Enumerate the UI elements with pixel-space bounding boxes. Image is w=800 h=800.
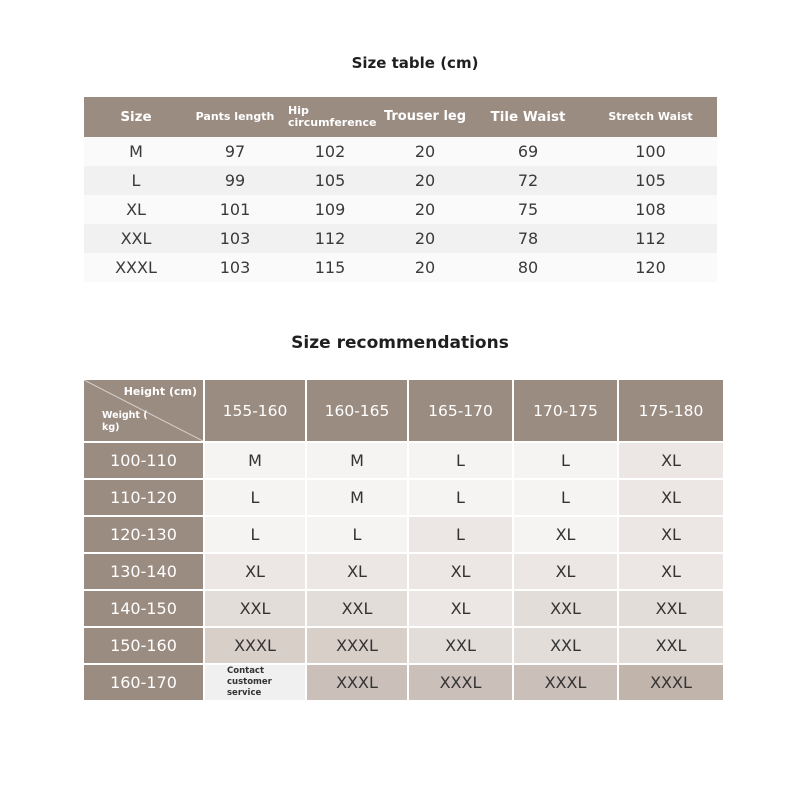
weight-row-header: 130-140 (84, 554, 203, 589)
weight-row-header: 140-150 (84, 591, 203, 626)
cell-tile-waist: 80 (472, 253, 584, 282)
weight-row (84, 665, 723, 700)
column-header-pants-length: Pants length (188, 97, 282, 137)
cell-trouser-leg: 20 (378, 166, 472, 195)
recommended-size-cell: L (409, 480, 512, 515)
size-table-header-row (84, 97, 717, 137)
cell-trouser-leg: 20 (378, 253, 472, 282)
recommended-size-cell: L (514, 480, 617, 515)
recommended-size-cell: XXXL (307, 628, 407, 663)
cell-hip: 109 (282, 195, 378, 224)
table-row (84, 166, 717, 195)
cell-pants-length: 103 (188, 253, 282, 282)
size-table-title: Size table (cm) (351, 54, 479, 72)
recommended-size-cell: XL (409, 554, 512, 589)
recommended-size-cell: XXL (307, 591, 407, 626)
size-recommendation-grid (82, 378, 725, 702)
cell-stretch-waist: 112 (584, 224, 717, 253)
cell-size: M (84, 137, 188, 166)
weight-row (84, 443, 723, 478)
weight-row (84, 517, 723, 552)
recommended-size-cell: XXXL (307, 665, 407, 700)
cell-trouser-leg: 20 (378, 195, 472, 224)
recommended-size-cell: L (307, 517, 407, 552)
weight-axis-label: Weight ( kg) (102, 410, 148, 433)
cell-trouser-leg: 20 (378, 137, 472, 166)
weight-row-header: 100-110 (84, 443, 203, 478)
height-column-header: 165-170 (409, 380, 512, 441)
cell-stretch-waist: 100 (584, 137, 717, 166)
cell-size: XL (84, 195, 188, 224)
cell-trouser-leg: 20 (378, 224, 472, 253)
table-row (84, 137, 717, 166)
cell-size: XXXL (84, 253, 188, 282)
cell-pants-length: 99 (188, 166, 282, 195)
recommended-size-cell: L (514, 443, 617, 478)
recommended-size-cell: L (205, 517, 305, 552)
height-column-header: 160-165 (307, 380, 407, 441)
cell-hip: 115 (282, 253, 378, 282)
cell-size: XXL (84, 224, 188, 253)
recommended-size-cell: XL (409, 591, 512, 626)
weight-row (84, 554, 723, 589)
recommended-size-cell: XL (514, 517, 617, 552)
recommended-size-cell: XL (619, 443, 723, 478)
recommended-size-cell: M (205, 443, 305, 478)
recommended-size-cell: L (205, 480, 305, 515)
recommended-size-cell: XL (307, 554, 407, 589)
recommended-size-cell: M (307, 480, 407, 515)
cell-hip: 102 (282, 137, 378, 166)
cell-pants-length: 97 (188, 137, 282, 166)
corner-header (84, 380, 203, 441)
recommended-size-cell: XXXL (619, 665, 723, 700)
recommended-size-cell: XL (619, 554, 723, 589)
weight-row-header: 110-120 (84, 480, 203, 515)
cell-tile-waist: 78 (472, 224, 584, 253)
table-row (84, 253, 717, 282)
weight-row (84, 480, 723, 515)
column-header-stretch-waist: Stretch Waist (584, 97, 717, 137)
recommended-size-cell: L (409, 443, 512, 478)
recommended-size-cell: XXL (619, 591, 723, 626)
cell-tile-waist: 69 (472, 137, 584, 166)
cell-size: L (84, 166, 188, 195)
weight-row-header: 160-170 (84, 665, 203, 700)
height-column-header: 155-160 (205, 380, 305, 441)
cell-stretch-waist: 108 (584, 195, 717, 224)
size-table (84, 97, 717, 282)
cell-tile-waist: 75 (472, 195, 584, 224)
recommended-size-cell: XXL (205, 591, 305, 626)
recommended-size-cell: XL (619, 517, 723, 552)
column-header-trouser-leg: Trouser leg (378, 97, 472, 137)
cell-stretch-waist: 120 (584, 253, 717, 282)
size-recommendations-title: Size recommendations (291, 333, 509, 353)
cell-tile-waist: 72 (472, 166, 584, 195)
recommended-size-cell: XXXL (514, 665, 617, 700)
recommended-size-cell: XXL (619, 628, 723, 663)
recommended-size-cell: XL (514, 554, 617, 589)
cell-pants-length: 103 (188, 224, 282, 253)
weight-row (84, 591, 723, 626)
cell-hip: 112 (282, 224, 378, 253)
recommended-size-cell: XXL (514, 591, 617, 626)
contact-customer-service-cell: Contact customer service (205, 665, 305, 700)
column-header-size: Size (84, 97, 188, 137)
weight-row (84, 628, 723, 663)
column-header-hip-circumference: Hip circumference (282, 97, 378, 137)
recommended-size-cell: XL (619, 480, 723, 515)
recommended-size-cell: XXL (409, 628, 512, 663)
height-axis-label: Height (cm) (123, 385, 197, 398)
cell-pants-length: 101 (188, 195, 282, 224)
recommended-size-cell: XXXL (409, 665, 512, 700)
height-header-row (84, 380, 723, 441)
cell-hip: 105 (282, 166, 378, 195)
cell-stretch-waist: 105 (584, 166, 717, 195)
recommended-size-cell: XL (205, 554, 305, 589)
column-header-tile-waist: Tile Waist (472, 97, 584, 137)
recommended-size-cell: XXL (514, 628, 617, 663)
weight-row-header: 150-160 (84, 628, 203, 663)
table-row (84, 224, 717, 253)
recommended-size-cell: M (307, 443, 407, 478)
table-row (84, 195, 717, 224)
height-column-header: 175-180 (619, 380, 723, 441)
weight-row-header: 120-130 (84, 517, 203, 552)
height-column-header: 170-175 (514, 380, 617, 441)
recommended-size-cell: XXXL (205, 628, 305, 663)
recommended-size-cell: L (409, 517, 512, 552)
